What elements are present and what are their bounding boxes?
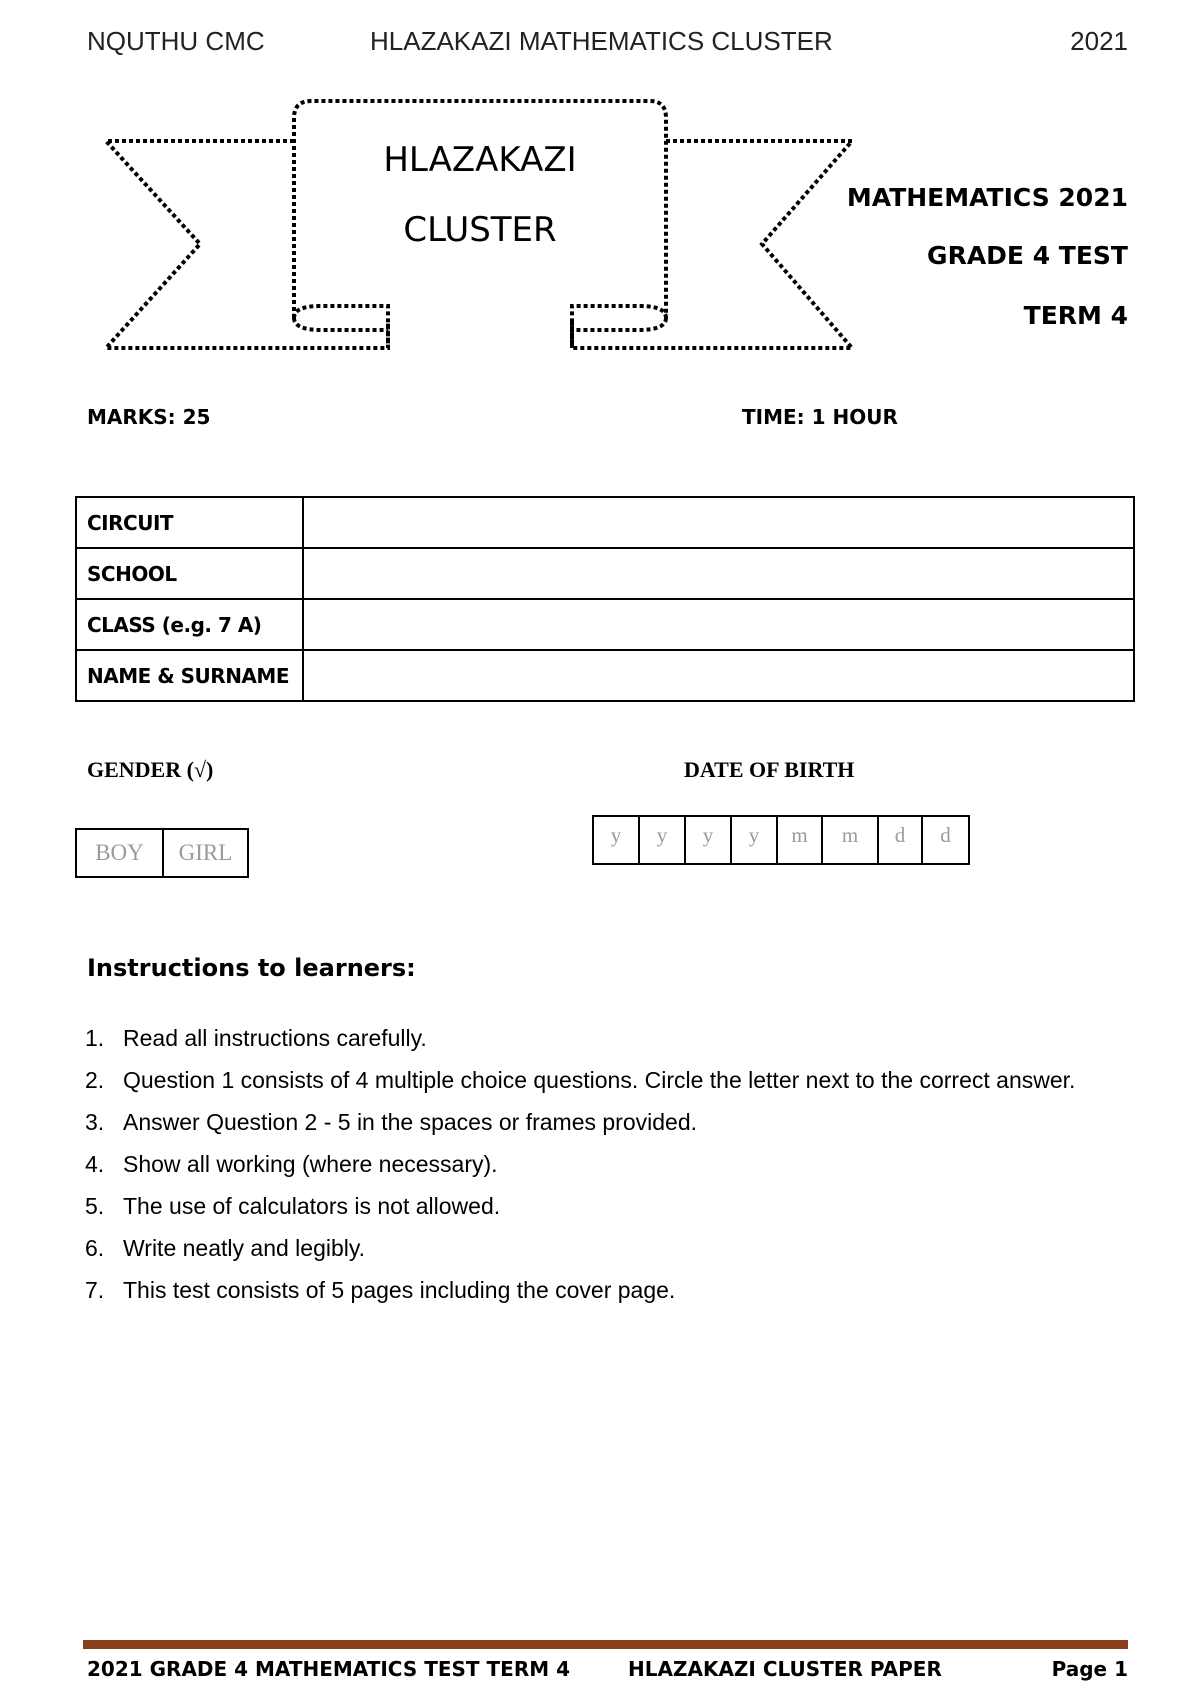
learner-info-table	[75, 496, 1135, 702]
instruction-text: The use of calculators is not allowed.	[123, 1193, 501, 1219]
term-title: TERM 4	[1023, 301, 1128, 330]
name-surname-label: NAME & SURNAME	[76, 650, 303, 701]
footer-page-number: Page 1	[1051, 1657, 1128, 1681]
banner-line2: CLUSTER	[403, 210, 557, 250]
dob-cell-year[interactable]: y	[594, 817, 640, 863]
instruction-text: Read all instructions carefully.	[123, 1025, 427, 1051]
dob-cell-year[interactable]: y	[640, 817, 686, 863]
instruction-number: 4.	[85, 1151, 105, 1177]
class-label: CLASS (e.g. 7 A)	[76, 599, 303, 650]
ribbon-right-fold	[572, 306, 666, 348]
instruction-number: 3.	[85, 1109, 105, 1135]
class-field[interactable]	[303, 599, 1134, 650]
dob-cell-year[interactable]: y	[732, 817, 778, 863]
school-field[interactable]	[303, 548, 1134, 599]
header-center: HLAZAKAZI MATHEMATICS CLUSTER	[370, 26, 833, 56]
table-row	[76, 650, 1134, 701]
ribbon-left-fold	[294, 306, 388, 348]
footer-left: 2021 GRADE 4 MATHEMATICS TEST TERM 4	[87, 1657, 571, 1681]
gender-box	[75, 828, 249, 878]
list-item	[85, 1185, 1085, 1227]
table-row	[76, 497, 1134, 548]
list-item	[85, 1269, 1085, 1311]
footer-rule	[83, 1640, 1128, 1649]
table-row	[76, 599, 1134, 650]
instruction-number: 6.	[85, 1235, 105, 1261]
list-item	[85, 1227, 1085, 1269]
gender-option-girl[interactable]: GIRL	[178, 840, 233, 865]
instructions-list	[85, 1017, 1085, 1311]
list-item	[85, 1143, 1085, 1185]
list-item	[85, 1101, 1085, 1143]
subject-title: MATHEMATICS 2021	[846, 183, 1128, 212]
instruction-text: Answer Question 2 - 5 in the spaces or frames provided.	[123, 1109, 698, 1135]
instruction-number: 1.	[85, 1025, 105, 1051]
dob-cell-day[interactable]: d	[879, 817, 923, 863]
table-row	[76, 548, 1134, 599]
header-right: 2021	[1070, 26, 1128, 56]
dob-cell-month[interactable]: m	[778, 817, 823, 863]
list-item	[85, 1059, 1085, 1101]
dob-cell-day[interactable]: d	[940, 823, 951, 847]
ribbon-right-tail	[572, 141, 852, 348]
circuit-field[interactable]	[303, 497, 1134, 548]
name-surname-field[interactable]	[303, 650, 1134, 701]
circuit-label: CIRCUIT	[76, 497, 303, 548]
instruction-number: 7.	[85, 1277, 105, 1303]
grade-title: GRADE 4 TEST	[927, 241, 1128, 270]
dob-box	[592, 815, 970, 865]
instruction-text: Write neatly and legibly.	[123, 1235, 366, 1261]
instructions-title: Instructions to learners:	[87, 954, 416, 982]
header-left: NQUTHU CMC	[87, 26, 265, 56]
dob-cell-year[interactable]: y	[686, 817, 732, 863]
instruction-text: Show all working (where necessary).	[123, 1151, 498, 1177]
gender-label: GENDER (√)	[87, 757, 214, 782]
dob-cell-month[interactable]: m	[823, 817, 879, 863]
footer-center: HLAZAKAZI CLUSTER PAPER	[628, 1657, 942, 1681]
list-item	[85, 1017, 1085, 1059]
dob-label: DATE OF BIRTH	[684, 757, 855, 782]
instruction-number: 5.	[85, 1193, 105, 1219]
instruction-number: 2.	[85, 1067, 105, 1093]
gender-option-boy[interactable]: BOY	[77, 830, 164, 876]
marks-label: MARKS: 25	[87, 405, 211, 429]
school-label: SCHOOL	[76, 548, 303, 599]
banner-line1: HLAZAKAZI	[383, 140, 577, 180]
ribbon-left-tail	[106, 141, 388, 348]
time-label: TIME: 1 HOUR	[742, 405, 898, 429]
instruction-text: Question 1 consists of 4 multiple choice questions. Circle the letter next to the correct answer.	[123, 1067, 1076, 1093]
instruction-text: This test consists of 5 pages including the cover page.	[123, 1277, 676, 1303]
